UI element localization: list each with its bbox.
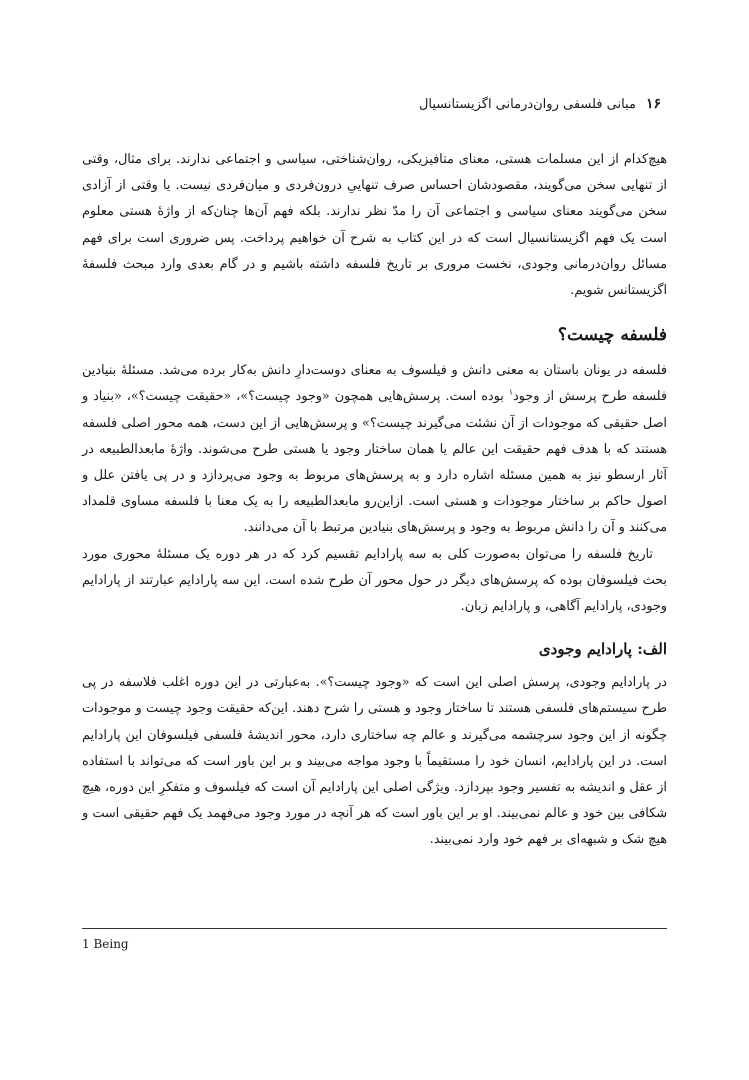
subsection-heading-existential-paradigm: الف: پارادایم وجودی bbox=[538, 640, 667, 659]
footnote-marker[interactable]: ۱ bbox=[508, 388, 513, 398]
footnote-divider bbox=[82, 928, 667, 929]
paragraph-2-text-a: فلسفه در یونان باستان به معنی دانش و فیلسوف به معنای دوست‌دارِ دانش به‌کار برده می‌شد. مسئلهٔ بنیادین فلسفه طرح پرسش از وجود bbox=[82, 363, 667, 405]
paragraph-1: هیچ‌کدام از این مسلمات هستی، معنای متافیزیکی، روان‌شناختی، سیاسی و اجتماعی ندارند. برای مثال، وقتی از تنهایی سخن می‌گویند، مقصودشان احساس صرف تنهاییِ درون‌فردی و میان‌فردی نیست. یا وقتی از آزادی سخن می‌گویند معنای سیاسی و اجتماعی آن را مدّ نظر ندارند. بلکه فهم آن‌ها چنان‌که از واژهٔ هستی معلوم است یک فهم اگزیستانسیال است که در این کتاب به شرح آن خواهیم پرداخت. پس ضروری است برای فهم مسائل روان‌درمانی وجودی، نخست مروری بر تاریخ فلسفه داشته باشیم و در گام بعدی وارد مبحث فلسفهٔ اگزیستانس شویم. bbox=[82, 152, 667, 299]
running-header bbox=[88, 96, 661, 112]
paragraph-3: تاریخ فلسفه را می‌توان به‌صورت کلی به سه پارادایم تقسیم کرد که در هر دوره یک مسئلهٔ محوری مورد بحث فیلسوفان بوده که پرسش‌های دیگر در حول محور آن طرح شده است. این سه پارادایم عبارتند از پارادایم وجودی، پارادایم آگاهی، و پارادایم زبان. bbox=[82, 546, 667, 615]
paragraph-4: در پارادایم وجودی، پرسش اصلی این است که «وجود چیست؟». به‌عبارتی در این دوره اغلب فلاسفه در پی طرح سیستم‌های فلسفی هستند تا ساختار وجود و هستی را شرح دهند. این‌که حقیقت وجود چیست و موجودات چگونه از این وجود سرچشمه می‌گیرند و عالم چه ساختاری دارد، محور اندیشهٔ فلسفی فیلسوفان این پارادایم است. در این پارادایم، انسان خود را مستقیماً با وجود مواجه می‌بیند و بر این باور است که می‌تواند با استفاده از عقل و اندیشه به تفسیر وجود بپردازد. ویژگی اصلی این پارادایم آن است که فیلسوف و متفکرِ این دوره، هیچ شکافی بین خود و عالم نمی‌بیند. او بر این باور است که هر آنچه در مورد وجود می‌فهمد یک فهم حقیقی است و هیچ شک و شبهه‌ای بر فهم خود وارد نمی‌بیند. bbox=[82, 675, 667, 848]
page-content bbox=[82, 147, 667, 854]
paragraph-2 bbox=[82, 358, 667, 541]
running-title: مبانی فلسفی روان‌درمانی اگزیستانسیال bbox=[418, 97, 636, 112]
page-number: ۱۶ bbox=[645, 96, 661, 112]
section-heading-what-is-philosophy: فلسفه چیست؟ bbox=[557, 325, 667, 346]
paragraph-2-text-b: بوده است. پرسش‌هایی همچون «وجود چیست؟»، «حقیقت چیست؟»، «بنیاد و اصل حقیقی که موجودات از آن نشئت می‌گیرند چیست؟» و پرسش‌هایی از این دست، همه محور اصلی فلسفه هستند که با هدف فهم حقیقت این عالم یا همان ساختار وجود یا هستی طرح می‌شوند. واژهٔ مابعدالطبیعه در آثار ارسطو نیز به همین مسئله اشاره دارد و به پرسش‌های مربوط به وجود می‌پردازد و در پی یافتن علل و اصول حاکم بر ساختار موجودات و هستی است. ازاین‌رو مابعدالطبیعه را به یک معنا با فلسفه مساوی قلمداد می‌کنند و آن را دانش مربوط به وجود و پرسش‌های بنیادین مرتبط با آن می‌دانند. bbox=[82, 389, 667, 536]
footnote: 1 Being bbox=[82, 937, 129, 951]
